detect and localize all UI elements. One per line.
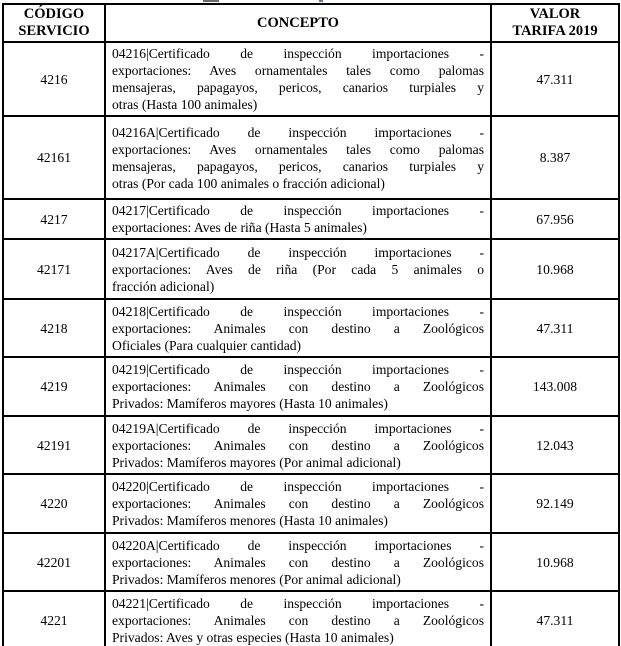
concepto-cell bbox=[105, 591, 491, 646]
table-row bbox=[3, 239, 619, 299]
concepto-line: 04220A|Certificado de inspección importaciones - bbox=[112, 537, 484, 553]
concepto-line: 04218|Certificado de inspección importaciones - bbox=[112, 303, 484, 319]
concepto-line: 04219A|Certificado de inspección importaciones - bbox=[112, 420, 484, 436]
concepto-cell bbox=[105, 299, 491, 357]
concepto-line: 04216|Certificado de inspección importaciones - bbox=[112, 46, 484, 61]
table-row bbox=[3, 199, 619, 239]
concepto-line: exportaciones: Animales con destino a Zoológicos bbox=[112, 379, 484, 394]
valor-tarifa-cell: 10.968 bbox=[491, 239, 619, 299]
header-concepto-label: CONCEPTO bbox=[257, 14, 339, 31]
concepto-cell bbox=[105, 357, 491, 416]
valor-tarifa-cell: 47.311 bbox=[491, 299, 619, 357]
table-row bbox=[3, 299, 619, 357]
header-row bbox=[3, 4, 619, 42]
cropped-text-remnant bbox=[319, 0, 323, 2]
table-body bbox=[3, 42, 619, 646]
valor-tarifa-cell: 47.311 bbox=[491, 591, 619, 646]
concepto-line: exportaciones: Aves ornamentales tales como palomas bbox=[112, 141, 484, 157]
table-row bbox=[3, 474, 619, 533]
concepto-line: exportaciones: Animales con destino a Zoológicos bbox=[112, 612, 484, 628]
table-row bbox=[3, 533, 619, 591]
header-concepto bbox=[105, 4, 491, 42]
concepto-line: fracción adicional) bbox=[112, 278, 215, 294]
valor-tarifa-cell: 143.008 bbox=[491, 357, 619, 416]
concepto-line: Oficiales (Para cualquier cantidad) bbox=[112, 337, 302, 353]
concepto-line: Privados: Mamíferos menores (Por animal adicional) bbox=[112, 571, 401, 587]
concepto-line: 04217|Certificado de inspección importaciones - bbox=[112, 203, 484, 218]
concepto-line: exportaciones: Animales con destino a Zoológicos bbox=[112, 496, 484, 511]
table-row bbox=[3, 357, 619, 416]
table-row bbox=[3, 116, 619, 199]
cropped-text-remnant bbox=[203, 0, 219, 2]
codigo-servicio-cell: 4219 bbox=[3, 357, 105, 416]
concepto-line: 04219|Certificado de inspección importaciones - bbox=[112, 362, 484, 377]
concepto-cell bbox=[105, 199, 491, 239]
header-codigo-line2: SERVICIO bbox=[18, 23, 90, 39]
concepto-line: 04217A|Certificado de inspección importaciones - bbox=[112, 244, 484, 260]
tariff-table bbox=[2, 3, 620, 646]
valor-tarifa-cell: 10.968 bbox=[491, 533, 619, 591]
concepto-line: exportaciones: Animales con destino a Zoológicos bbox=[112, 554, 484, 570]
concepto-line: 04216A|Certificado de inspección importaciones - bbox=[112, 124, 484, 140]
concepto-line: 04221|Certificado de inspección importaciones - bbox=[112, 595, 484, 611]
valor-tarifa-cell: 47.311 bbox=[491, 42, 619, 116]
codigo-servicio-cell: 42161 bbox=[3, 116, 105, 199]
header-valor-tarifa bbox=[491, 4, 619, 42]
concepto-line: exportaciones: Animales con destino a Zoológicos bbox=[112, 320, 484, 336]
valor-tarifa-cell: 12.043 bbox=[491, 416, 619, 474]
concepto-line: Privados: Mamíferos mayores (Por animal adicional) bbox=[112, 454, 401, 470]
concepto-line: otras (Hasta 100 animales) bbox=[112, 97, 258, 112]
header-codigo-servicio bbox=[3, 4, 105, 42]
concepto-line: exportaciones: Aves de riña (Por cada 5 animales o bbox=[112, 261, 484, 277]
valor-tarifa-cell: 8.387 bbox=[491, 116, 619, 199]
header-codigo-line1: CÓDIGO bbox=[23, 6, 85, 22]
concepto-cell bbox=[105, 42, 491, 116]
concepto-line: mensajeras, papagayos, pericos, canarios turpiales y bbox=[112, 158, 484, 174]
concepto-line: exportaciones: Aves de riña (Hasta 5 animales) bbox=[112, 220, 367, 235]
concepto-line: Privados: Mamíferos menores (Hasta 10 animales) bbox=[112, 513, 388, 528]
table-row bbox=[3, 42, 619, 116]
codigo-servicio-cell: 4217 bbox=[3, 199, 105, 239]
concepto-cell bbox=[105, 239, 491, 299]
concepto-line: Privados: Aves y otras especies (Hasta 10 animales) bbox=[112, 629, 394, 645]
codigo-servicio-cell: 42191 bbox=[3, 416, 105, 474]
concepto-cell bbox=[105, 474, 491, 533]
valor-tarifa-cell: 92.149 bbox=[491, 474, 619, 533]
header-valor-line2: TARIFA 2019 bbox=[512, 23, 598, 39]
concepto-line: otras (Por cada 100 animales o fracción adicional) bbox=[112, 175, 385, 191]
concepto-cell bbox=[105, 416, 491, 474]
codigo-servicio-cell: 4218 bbox=[3, 299, 105, 357]
concepto-cell bbox=[105, 116, 491, 199]
codigo-servicio-cell: 42201 bbox=[3, 533, 105, 591]
concepto-line: exportaciones: Aves ornamentales tales como palomas bbox=[112, 63, 484, 78]
valor-tarifa-cell: 67.956 bbox=[491, 199, 619, 239]
codigo-servicio-cell: 4216 bbox=[3, 42, 105, 116]
concepto-line: exportaciones: Animales con destino a Zoológicos bbox=[112, 437, 484, 453]
concepto-line: 04220|Certificado de inspección importaciones - bbox=[112, 479, 484, 494]
codigo-servicio-cell: 42171 bbox=[3, 239, 105, 299]
table-row bbox=[3, 591, 619, 646]
codigo-servicio-cell: 4221 bbox=[3, 591, 105, 646]
concepto-cell bbox=[105, 533, 491, 591]
concepto-line: Privados: Mamíferos mayores (Hasta 10 animales) bbox=[112, 396, 388, 411]
header-valor-line1: VALOR bbox=[529, 6, 581, 22]
table-row bbox=[3, 416, 619, 474]
codigo-servicio-cell: 4220 bbox=[3, 474, 105, 533]
concepto-line: mensajeras, papagayos, pericos, canarios turpiales y bbox=[112, 80, 484, 95]
